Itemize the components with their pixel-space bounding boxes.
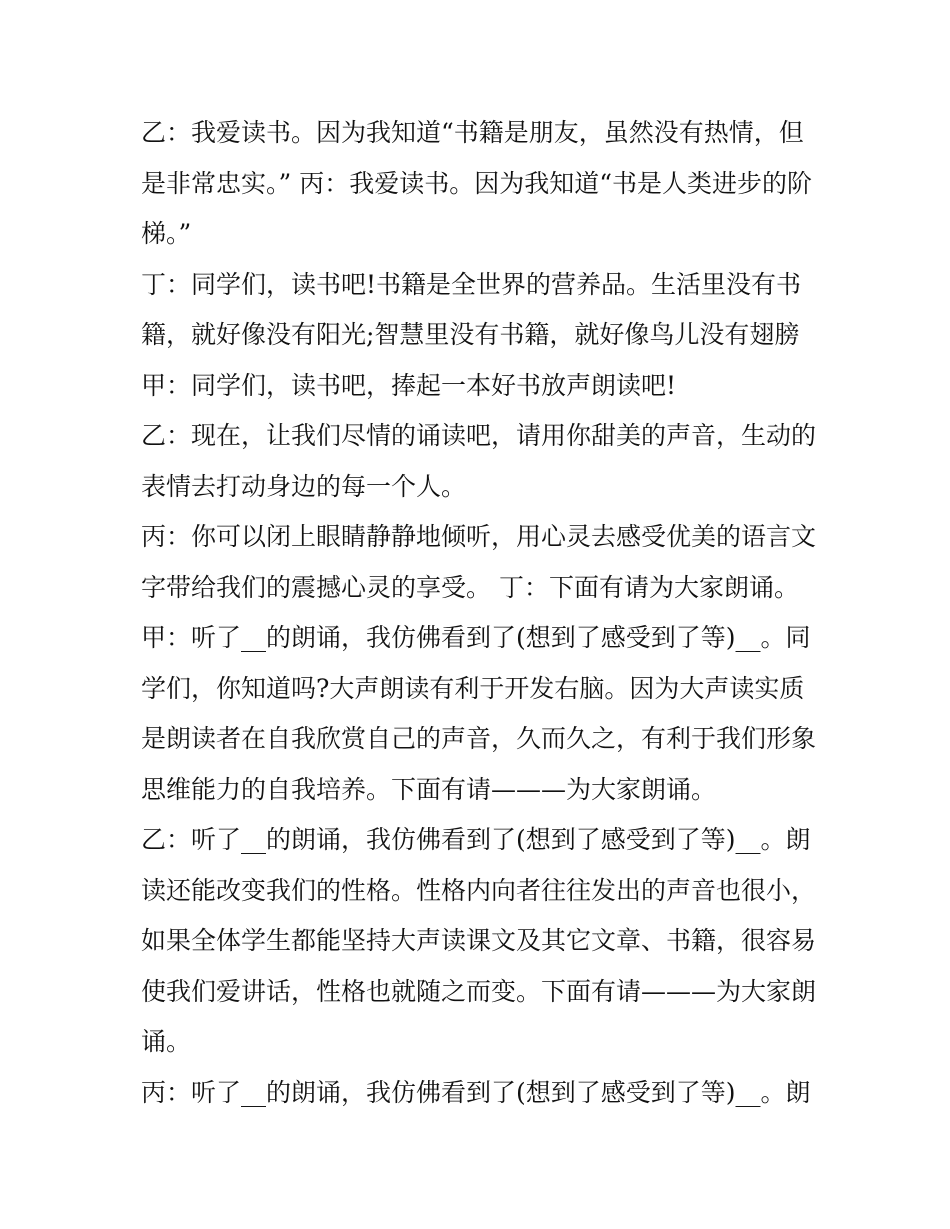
paragraph-ding-1: 丁：同学们，读书吧!书籍是全世界的营养品。生活里没有书籍，就好像没有阳光;智慧里没有书籍，就好像鸟儿没有翅膀 — [141, 269, 802, 349]
paragraph-yi-1: 乙：我爱读书。因为我知道“书籍是朋友，虽然没有热情，但是非常忠实。” 丙：我爱读书。因为我知道“书是人类进步的阶梯。” — [141, 118, 813, 248]
paragraph-bing-1: 丙：你可以闭上眼睛静静地倾听，用心灵去感受优美的语言文字带给我们的震撼心灵的享受。 丁：下面有请为大家朗诵。 — [141, 522, 817, 602]
paragraph-bing-2: 丙：听了__的朗诵，我仿佛看到了(想到了感受到了等)__。朗 — [141, 1077, 811, 1107]
paragraph-jia-1: 甲：同学们，读书吧，捧起一本好书放声朗读吧! — [141, 370, 677, 400]
paragraph-jia-2: 甲：听了__的朗诵，我仿佛看到了(想到了感受到了等)__。同学们，你知道吗?大声朗读有利于开发右脑。因为大声读实质是朗读者在自我欣赏自己的声音，久而久之，有利于我们形象思维能力的自我培养。下面有请———为大家朗诵。 — [141, 623, 817, 804]
paragraph-yi-2: 乙：现在，让我们尽情的诵读吧，请用你甜美的声音，生动的表情去打动身边的每一个人。 — [141, 421, 817, 501]
paragraph-yi-3: 乙：听了__的朗诵，我仿佛看到了(想到了感受到了等)__。朗读还能改变我们的性格。性格内向者往往发出的声音也很小，如果全体学生都能坚持大声读课文及其它文章、书籍，很容易使我们爱讲话，性格也就随之而变。下面有请———为大家朗诵。 — [141, 825, 817, 1056]
document-body — [141, 108, 821, 1118]
